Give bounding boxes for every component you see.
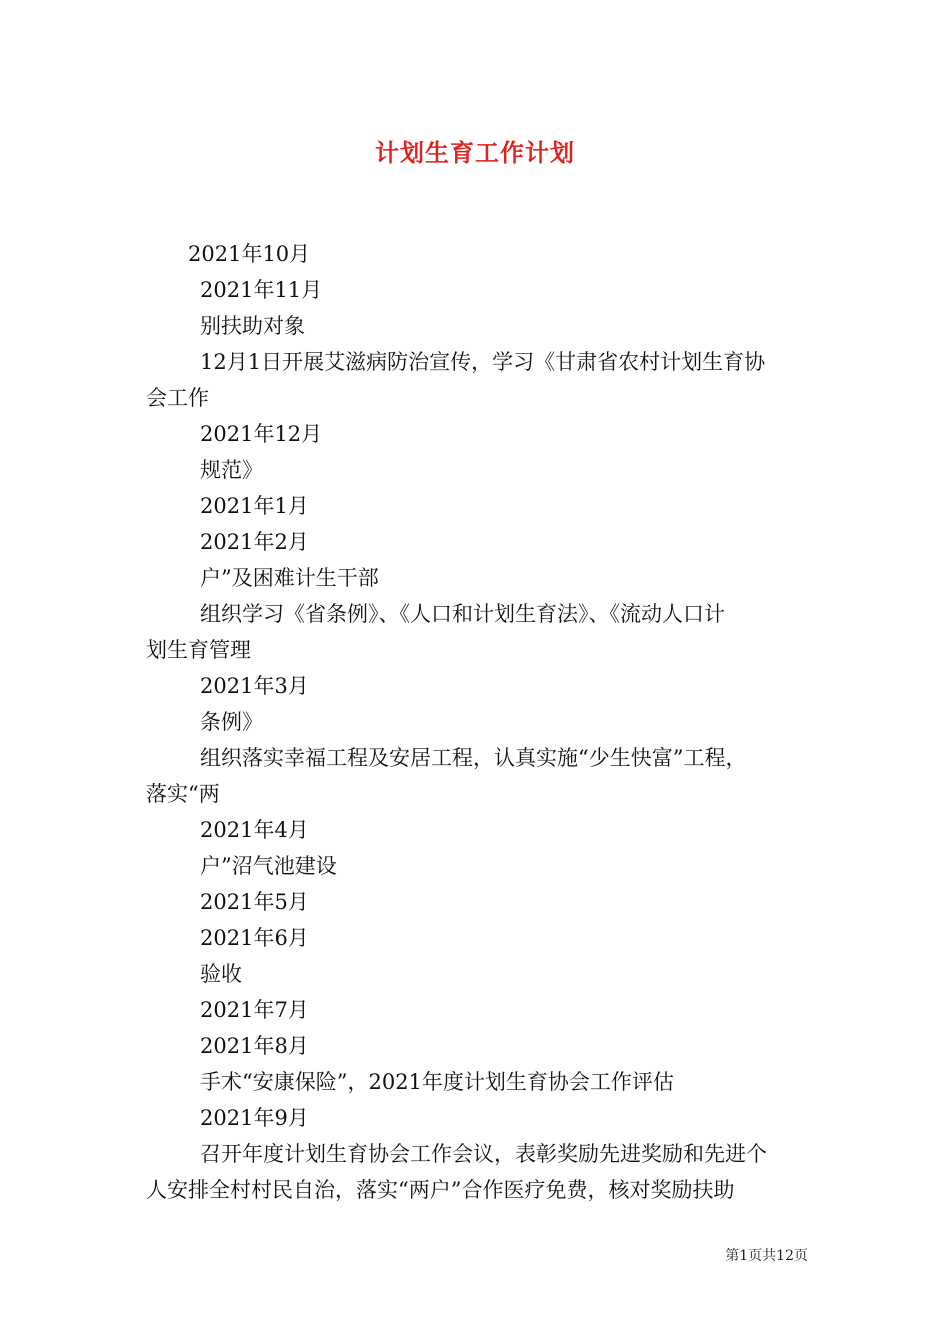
text-line: 组织学习《省条例》、《人口和计划生育法》、《流动人口计 <box>200 602 725 626</box>
page-number: 第1页共12页 <box>725 1248 808 1264</box>
text-line: 会工作 <box>146 386 209 410</box>
text-line: 划生育管理 <box>146 638 251 662</box>
text-line: 召开年度计划生育协会工作会议，表彰奖励先进奖励和先进个 <box>200 1142 767 1166</box>
text-line: 手术“安康保险”，2021年度计划生育协会工作评估 <box>200 1070 674 1094</box>
document-body <box>146 236 810 1208</box>
text-line: 2021年11月 <box>200 278 323 302</box>
text-line: 人安排全村村民自治，落实“两户”合作医疗免费，核对奖励扶助 <box>146 1178 735 1202</box>
document-title: 计划生育工作计划 <box>375 138 575 167</box>
text-line: 2021年4月 <box>200 818 309 842</box>
text-line: 2021年12月 <box>200 422 323 446</box>
text-line: 2021年2月 <box>200 530 309 554</box>
text-line: 户”及困难计生干部 <box>200 566 379 590</box>
text-line: 2021年7月 <box>200 998 309 1022</box>
text-line: 2021年6月 <box>200 926 309 950</box>
text-line: 2021年9月 <box>200 1106 309 1130</box>
text-line: 2021年1月 <box>200 494 309 518</box>
text-line: 验收 <box>200 962 242 986</box>
text-line: 2021年5月 <box>200 890 309 914</box>
text-line: 12月1日开展艾滋病防治宣传，学习《甘肃省农村计划生育协 <box>200 350 766 374</box>
text-line: 2021年10月 <box>188 242 311 266</box>
text-line: 2021年8月 <box>200 1034 309 1058</box>
text-line: 条例》 <box>200 710 263 734</box>
text-line: 组织落实幸福工程及安居工程，认真实施“少生快富”工程， <box>200 746 747 770</box>
text-line: 户”沼气池建设 <box>200 854 337 878</box>
text-line: 落实“两 <box>146 782 220 806</box>
text-line: 2021年3月 <box>200 674 309 698</box>
text-line: 规范》 <box>200 458 263 482</box>
text-line: 别扶助对象 <box>200 314 305 338</box>
